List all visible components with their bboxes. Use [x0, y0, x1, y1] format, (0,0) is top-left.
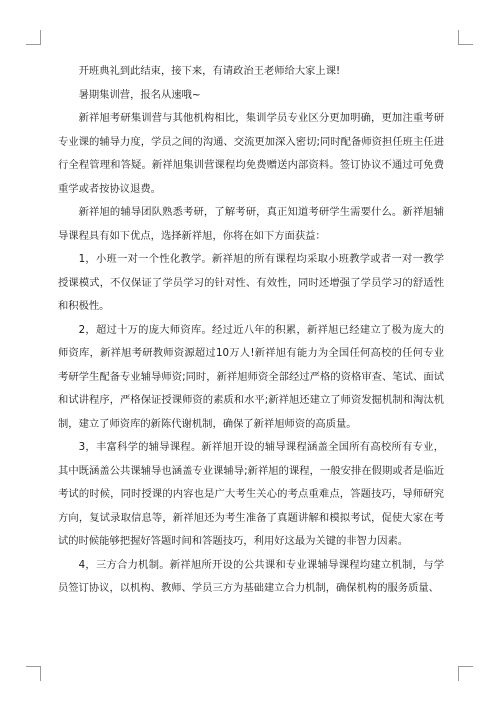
- paragraph-summer-camp-signup: 暑期集训营，报名从速哦~: [78, 88, 201, 101]
- paragraph-point-2: 2，超过十万的庞大师资库。经过近八年的积累，新祥旭已经建立了极为庞大的师资库，新祥旭考研教师资源超过10万人!新祥旭有能力为全国任何高校的任何专业考研学生配备专业辅导师资;同时，新祥旭师资全部经过严格的资格审查、笔试、面试和试讲程序，严格保证授课师资的素质和水平;新祥旭还建立了师资发掘机制和淘汰机制，建立了师资库的新陈代谢机制，确保了新祥旭师资的高质量。: [58, 323, 444, 430]
- crop-mark-bottom-left: [26, 666, 41, 681]
- paragraph-point-1: 1，小班一对一个性化教学。新祥旭的所有课程均采取小班教学或者一对一教学授课模式，不仅保证了学员学习的针对性、有效性，同时还增强了学员学习的舒适性和积极性。: [58, 253, 444, 312]
- crop-mark-top-left: [26, 30, 41, 45]
- paragraph-camp-comparison: 新祥旭考研集训营与其他机构相比，集训学员专业区分更加明确，更加注重考研专业课的辅导力度，学员之间的沟通、交流更加深入密切;同时配备师资担任班主任进行全程管理和答疑。新祥旭集训营课程均免费赠送内部资料。签订协议不通过可免费重学或者按协议退费。: [58, 112, 444, 195]
- crop-mark-bottom-right: [458, 666, 473, 681]
- document-body: [58, 60, 444, 601]
- paragraph-point-4: 4，三方合力机制。新祥旭所开设的公共课和专业课辅导课程均建立机制，与学员签订协议，以机构、教师、学员三方为基础建立合力机制，确保机构的服务质量、: [58, 558, 444, 594]
- paragraph-team-intro: 新祥旭的辅导团队熟悉考研，了解考研，真正知道考研学生需要什么。新祥旭辅导课程具有如下优点，选择新祥旭，你将在如下方面获益：: [58, 206, 444, 242]
- crop-mark-top-right: [458, 30, 473, 45]
- paragraph-opening-end: 开班典礼到此结束，接下来，有请政治王老师给大家上课!: [78, 65, 341, 77]
- paragraph-point-3: 3，丰富科学的辅导课程。新祥旭开设的辅导课程涵盖全国所有高校所有专业，其中既涵盖公共课辅导也涵盖专业课辅导;新祥旭的课程，一般安排在假期或者是临近考试的时候，同时授课的内容也是广大考生关心的考点重难点，答题技巧，导师研究方向，复试录取信息等，新祥旭还为考生准备了真题讲解和模拟考试，促使大家在考试的时候能够把握好答题时间和答题技巧，利用好这最为关键的非智力因素。: [58, 441, 444, 547]
